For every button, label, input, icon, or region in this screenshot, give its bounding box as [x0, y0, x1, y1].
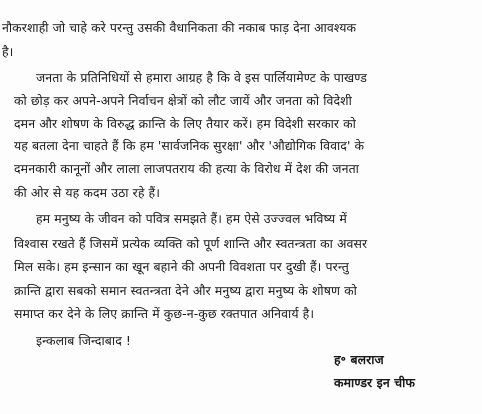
paragraph-1-line-1: नौकरशाही जो चाहे करे परन्तु उसकी वैधानिकता की नकाब फाड़ देना आवश्यक: [2, 20, 357, 35]
slogan-line: इन्कलाब जिन्दाबाद !: [36, 333, 131, 348]
paragraph-3-line-4: क्रान्ति द्वारा सबको समान स्वतन्त्रता देने और मनुष्य द्वारा मनुष्य के शोषण को: [14, 283, 357, 298]
paragraph-2-line-4: यह बतला देना चाहते हैं कि हम 'सार्वजनिक सुरक्षा' और 'औद्योगिक विवाद' के: [14, 138, 365, 153]
paragraph-3-line-1: हम मनुष्य के जीवन को पवित्र समझते हैं। हम ऐसे उज्ज्वल भविष्य में: [36, 211, 347, 226]
paragraph-2-line-6: की ओर से यह कदम उठा रहे हैं।: [14, 185, 161, 200]
paragraph-2-line-5: दमनकारी कानूनों और लाला लाजपतराय की हत्या के विरोध में देश की जनता: [14, 161, 359, 176]
paragraph-2-line-1: जनता के प्रतिनिधियों से हमारा आग्रह है कि वे इस पार्लियामेण्ट के पाखण्ड: [36, 70, 367, 85]
paragraph-3-line-3: मिल सके। हम इन्सान का खून बहाने की अपनी विवशता पर दुखी हैं। परन्तु: [14, 259, 349, 274]
signature-name: ह॰ बलराज: [334, 352, 384, 367]
paragraph-3-line-5: समाप्त कर देने के लिए क्रान्ति में कुछ-न-कुछ रक्तपात अनिवार्य है।: [14, 306, 315, 321]
signature-title: कमाण्डर इन चीफ: [334, 375, 416, 390]
paragraph-2-line-2: को छोड़ कर अपने-अपने निर्वाचन क्षेत्रों को लौट जायें और जनता को विदेशी: [14, 93, 352, 108]
paragraph-2-line-3: दमन और शोषण के विरुद्ध क्रान्ति के लिए तैयार करें। हम विदेशी सरकार को: [14, 116, 356, 131]
paragraph-1-line-2: है।: [2, 44, 14, 59]
paragraph-3-line-2: विश्वास रखते हैं जिसमें प्रत्येक व्यक्ति को पूर्ण शान्ति और स्वतन्त्रता का अवसर: [14, 236, 368, 251]
